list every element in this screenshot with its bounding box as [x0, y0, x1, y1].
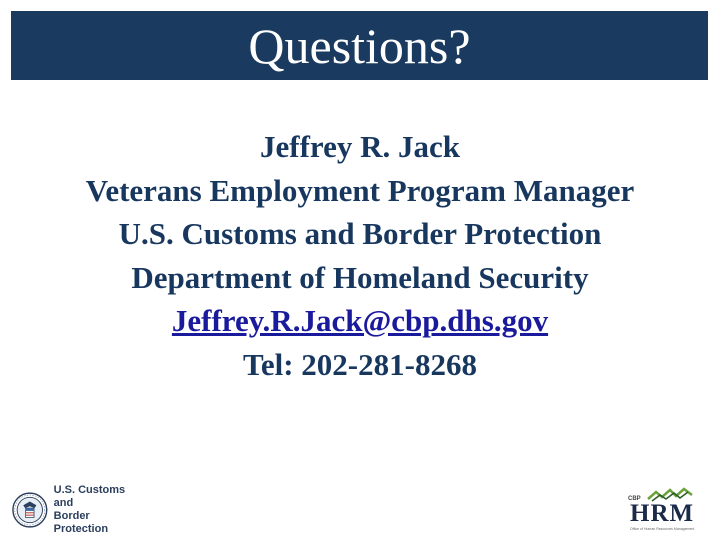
contact-department: Department of Homeland Security	[131, 259, 589, 295]
contact-agency: U.S. Customs and Border Protection	[118, 216, 602, 251]
contact-block	[0, 125, 720, 386]
cbp-wordmark-line2: Border Protection	[53, 510, 109, 535]
contact-phone: Tel: 202-281-8268	[243, 346, 477, 382]
slide-title: Questions?	[248, 17, 471, 74]
cbp-wordmark-line1: U.S. Customs and	[53, 484, 126, 509]
hrm-logo	[626, 486, 702, 534]
title-bar	[11, 11, 708, 80]
hrm-tagline: Office of Human Resources Management	[630, 527, 695, 531]
cbp-logo	[12, 484, 142, 535]
contact-name: Jeffrey R. Jack	[259, 129, 460, 164]
hrm-wordmark: HRM	[630, 500, 695, 527]
contact-position: Veterans Employment Program Manager	[85, 172, 635, 208]
hrm-prefix: CBP	[628, 496, 641, 502]
contact-email-link[interactable]: Jeffrey.R.Jack@cbp.dhs.gov	[171, 303, 549, 338]
dhs-seal-icon	[12, 491, 48, 529]
cbp-wordmark	[54, 484, 142, 536]
